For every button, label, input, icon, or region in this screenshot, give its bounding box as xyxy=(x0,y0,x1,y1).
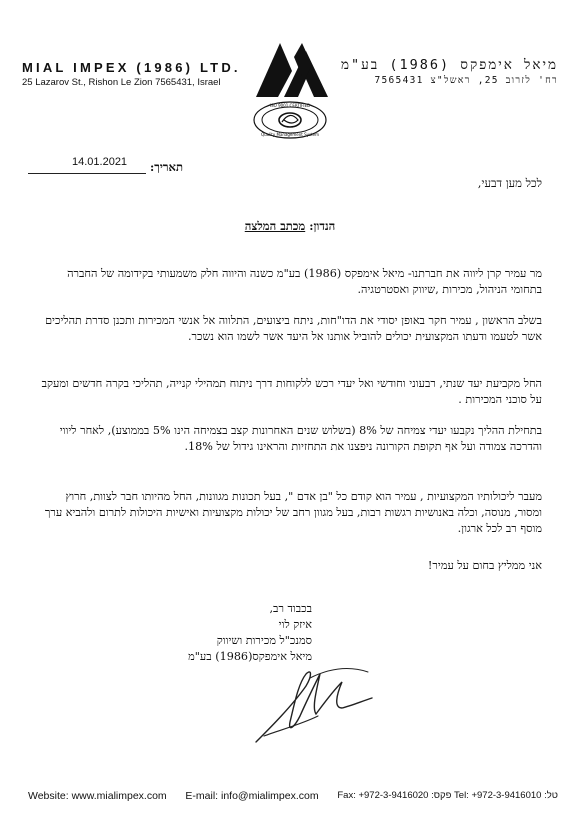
paragraph-personal: מעבר ליכולותיו המקצועיות , עמיר הוא קודם כל "בן אדם ", בעל תכונות מגוונות, החל מהיותו חבר לצוות, חרוץ ומסור, מנוסה, וכלה באנושיות רגשות רבות, בעל מגוון רחב של יכולות מקצועיות ואישיות היכולות לתרום ולהביא ערך מוסף רב לכל ארגון. xyxy=(44,490,542,535)
paragraph-targets: החל מקביעת יעד שנתי, רבעוני וחודשי ואל יעדי רכש ללקוחות דרך ניתוח תמהילי קנייה, תהליכי בקרה חדשים ומעקב על סוכני המכירות . xyxy=(41,377,542,406)
subject-prefix: הנדון: xyxy=(309,219,336,233)
seal-text-top: ISO 9001 CERTIFIED xyxy=(269,103,311,108)
footer-email: E-mail: info@mialimpex.com xyxy=(185,790,319,802)
iso-seal xyxy=(252,100,328,140)
handwritten-signature xyxy=(250,658,380,748)
signer-company: מיאל אימפקס(1986) בע"מ xyxy=(188,650,312,663)
paragraph-recommendation: אני ממליץ בחום על עמיר! xyxy=(427,559,542,572)
footer-website: Website: www.mialimpex.com xyxy=(28,790,167,802)
closing-block xyxy=(188,601,312,665)
company-logo xyxy=(254,41,336,99)
paragraph-first-stage: בשלב הראשון , עמיר חקר באופן יסודי את הדו"חות, ניתח ביצועים, התלווה אל אנשי המכירות ותכנן סדרת תהליכים אשר לטעמו ודעתו המקצועית יכולים להוביל אותנו אל היעד אשר לשמו הוא נשכר. xyxy=(45,314,542,343)
date-value: 14.01.2021 xyxy=(72,156,128,168)
date-label: תאריך: xyxy=(150,160,183,174)
subject-title: מכתב המלצה xyxy=(244,219,306,233)
seal-text-bottom: Quality Management System xyxy=(260,132,320,137)
company-address-he: רח' לזרוב 25, ראשל"צ 7565431 xyxy=(374,75,558,86)
closing-regards: בכבוד רב, xyxy=(269,602,312,615)
subject-line xyxy=(0,219,580,233)
signer-name: איזק לוי xyxy=(278,618,312,631)
footer xyxy=(28,790,558,802)
paragraph-intro: מר עמיר קרן ליווה את חברתנו- מיאל אימפקס (1986) בע"מ כשנה והיווה חלק משמעותי בקידומה של החברה בתחומי הניהול, מכירות ,שיווק ואסטרטגיה. xyxy=(67,267,542,296)
footer-contact: Fax: +972-3-9416020 :פקס Tel: +972-3-9416010 :טל xyxy=(337,790,558,801)
company-address-en: 25 Lazarov St., Rishon Le Zion 7565431, Israel xyxy=(22,77,221,88)
company-name-en: MIAL IMPEX (1986) LTD. xyxy=(22,60,241,75)
salutation: לכל מען דבעי, xyxy=(477,176,542,190)
paragraph-growth: בתחילת ההליך נקבעו יעדי צמיחה של 8% (בשלוש שנים האחרונות קצב בצמיחה הינו 5% בממוצע), לאחר ליווי והדרכה צמודה ועל אף תקופת הקורונה ניפצנו את התחזיות והראינו גידול של 18%. xyxy=(59,424,542,453)
company-name-he: מיאל אימפקס (1986) בע"מ xyxy=(340,57,558,73)
signer-role: סמנכ"ל מכירות ושיווק xyxy=(216,634,312,647)
